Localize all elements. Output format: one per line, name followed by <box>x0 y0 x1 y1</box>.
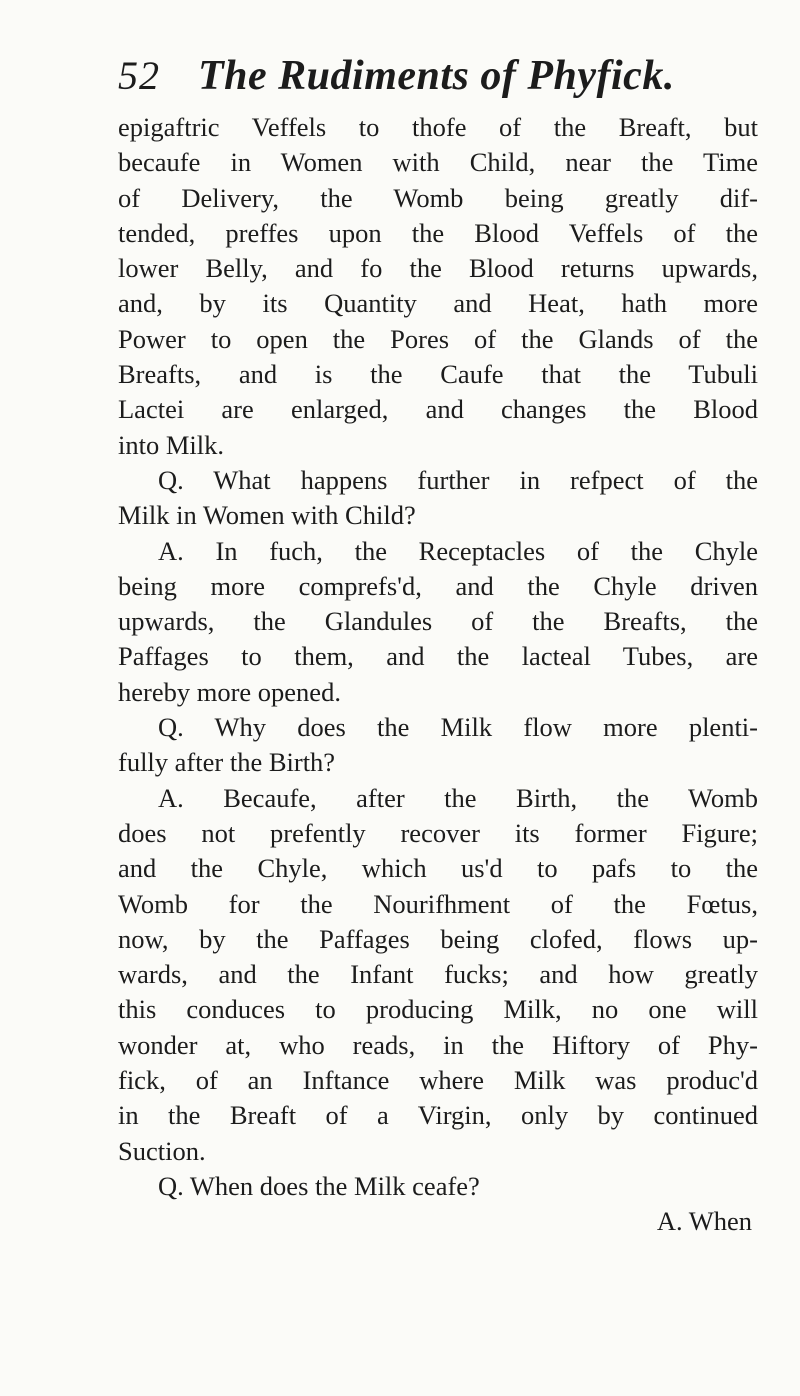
text-line: becaufe in Women with Child, near the Time <box>118 147 758 178</box>
text-line: and, by its Quantity and Heat, hath more <box>118 288 758 319</box>
text-line: into Milk. <box>118 429 225 460</box>
text-line: Power to open the Pores of the Glands of the <box>118 323 758 354</box>
text-line: fick, of an Inftance where Milk was produc'd <box>118 1065 758 1096</box>
text-line: lower Belly, and fo the Blood returns upwards, <box>118 253 758 284</box>
text-line: Milk in Women with Child? <box>118 500 416 531</box>
text-line: wards, and the Infant fucks; and how greatly <box>118 959 758 990</box>
text-line: epigaftric Veffels to thofe of the Breaft, but <box>118 112 758 142</box>
text-line: Breafts, and is the Caufe that the Tubuli <box>118 359 758 390</box>
text-line: in the Breaft of a Virgin, only by continued <box>118 1100 758 1131</box>
running-title: The Rudiments of Phyfick. <box>198 53 675 99</box>
question-line: Q. When does the Milk ceafe? <box>158 1170 480 1201</box>
text-line: wonder at, who reads, in the Hiftory of Phy- <box>118 1029 758 1060</box>
question-line: Q. What happens further in refpect of the <box>158 464 758 495</box>
page-header <box>118 52 758 114</box>
text-line: Suction. <box>118 1135 206 1166</box>
text-line: Paffages to them, and the lacteal Tubes, are <box>118 641 758 672</box>
text-line: fully after the Birth? <box>118 747 336 778</box>
body-text <box>118 110 758 1240</box>
text-line: this conduces to producing Milk, no one will <box>118 994 758 1025</box>
text-line: of Delivery, the Womb being greatly dif- <box>118 182 758 213</box>
question-line: Q. Why does the Milk flow more plenti- <box>158 712 758 743</box>
page-number: 52 <box>118 53 160 98</box>
catchword: A. When <box>656 1206 752 1237</box>
answer-line: A. Becaufe, after the Birth, the Womb <box>158 782 758 813</box>
text-line: being more comprefs'd, and the Chyle driven <box>118 570 758 601</box>
text-line: upwards, the Glandules of the Breafts, the <box>118 606 758 637</box>
answer-line: A. In fuch, the Receptacles of the Chyle <box>158 535 758 566</box>
text-line: tended, preffes upon the Blood Veffels of the <box>118 217 758 248</box>
text-line: and the Chyle, which us'd to pafs to the <box>118 853 758 884</box>
text-line: now, by the Paffages being clofed, flows up- <box>118 923 758 954</box>
text-line: Womb for the Nourifhment of the Fœtus, <box>118 888 758 919</box>
text-line: hereby more opened. <box>118 676 341 707</box>
text-line: Lactei are enlarged, and changes the Blood <box>118 394 758 425</box>
text-line: does not prefently recover its former Figure; <box>118 817 758 848</box>
